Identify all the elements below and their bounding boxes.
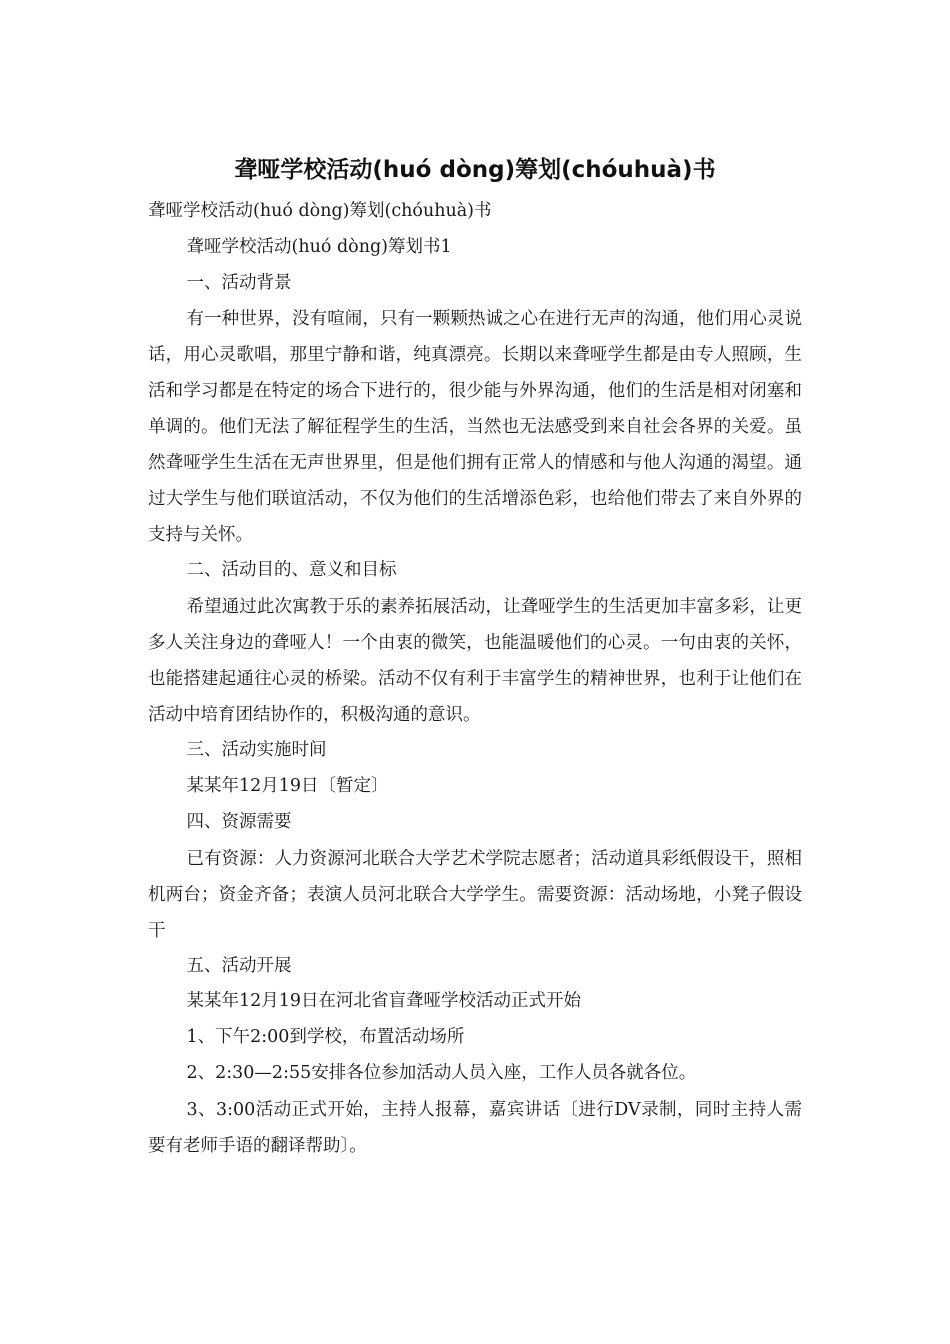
paragraph-purpose: 希望通过此次寓教于乐的素养拓展活动，让聋哑学生的生活更加丰富多彩，让更多人关注身边的聋哑人！一个由衷的微笑，也能温暖他们的心灵。一句由衷的关怀，也能搭建起通往心灵的桥梁。活动不仅有利于丰富学生的精神世界，也利于让他们在活动中培育团结协作的，积极沟通的意识。 xyxy=(148,597,802,726)
paragraph-background: 有一种世界，没有喧闹，只有一颗颗热诚之心在进行无声的沟通，他们用心灵说话，用心灵歌唱，那里宁静和谐，纯真漂亮。长期以来聋哑学生都是由专人照顾，生活和学习都是在特定的场合下进行的，很少能与外界沟通，他们的生活是相对闭塞和单调的。他们无法了解征程学生的生活，当然也无法感受到来自社会各界的关爱。虽然聋哑学生生活在无声世界里，但是他们拥有正常人的情感和与他人沟通的渴望。通过大学生与他们联谊活动，不仅为他们的生活增添色彩，也给他们带去了来自外界的支持与关怀。 xyxy=(148,309,802,546)
paragraph-resources: 已有资源：人力资源河北联合大学艺术学院志愿者；活动道具彩纸假设干，照相机两台；资金齐备；表演人员河北联合大学学生。需要资源：活动场地，小凳子假设干 xyxy=(148,848,802,941)
step-item-2: 2、2:30—2:55安排各位参加活动人员入座，工作人员各就各位。 xyxy=(186,1062,697,1083)
section-heading-background: 一、活动背景 xyxy=(186,272,292,293)
plan-heading: 聋哑学校活动(huó dòng)筹划书1 xyxy=(186,236,452,257)
paragraph-execution: 某某年12月19日在河北省盲聋哑学校活动正式开始 xyxy=(186,991,582,1012)
document-title: 聋哑学校活动(huó dòng)筹划(chóuhuà)书 xyxy=(234,157,716,183)
step-item-3: 3、3:00活动正式开始，主持人报幕，嘉宾讲话〔进行DV录制，同时主持人需要有老师手语的翻译帮助〕。 xyxy=(148,1099,802,1156)
section-heading-purpose: 二、活动目的、意义和目标 xyxy=(186,560,397,581)
document-subtitle: 聋哑学校活动(huó dòng)筹划(chóuhuà)书 xyxy=(148,201,492,221)
document-body xyxy=(148,194,802,1164)
section-heading-resources: 四、资源需要 xyxy=(186,811,292,832)
step-item-1: 1、下午2:00到学校，布置活动场所 xyxy=(186,1027,465,1048)
section-heading-time: 三、活动实施时间 xyxy=(186,740,327,761)
paragraph-time: 某某年12月19日〔暂定〕 xyxy=(186,775,389,796)
section-heading-execution: 五、活动开展 xyxy=(186,955,292,976)
